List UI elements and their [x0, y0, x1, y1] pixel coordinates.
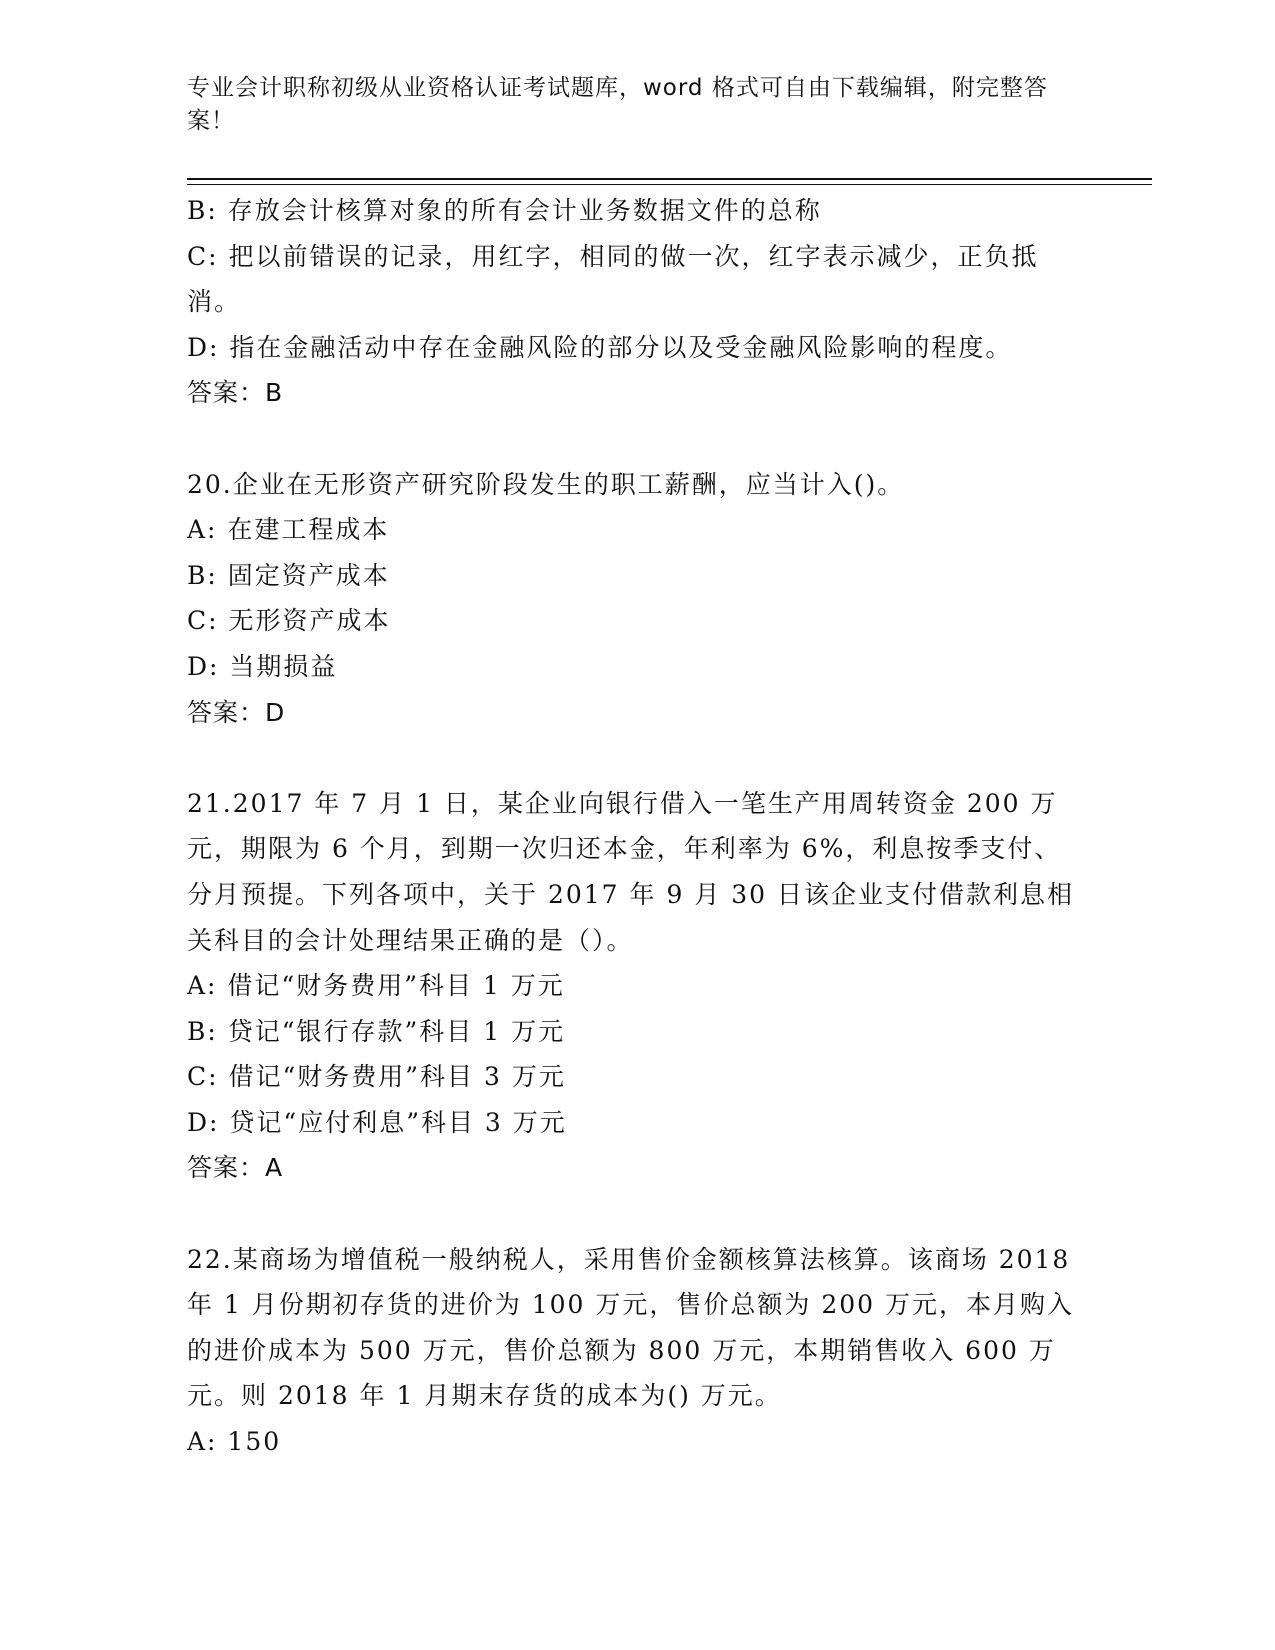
- option-c: C: 把以前错误的记录，用红字，相同的做一次，红字表示减少，正负抵消。: [187, 241, 1039, 317]
- document-header: 专业会计职称初级从业资格认证考试题库，word 格式可自由下载编辑，附完整答案！: [187, 75, 1048, 134]
- option-b: B: 贷记“银行存款”科目 1 万元: [187, 1016, 566, 1046]
- option-a: A: 150: [187, 1427, 282, 1457]
- header-rule-thick: [187, 178, 1152, 180]
- question-stem-20: 20.企业在无形资产研究阶段发生的职工薪酬，应当计入()。: [187, 469, 905, 499]
- option-a: A: 在建工程成本: [187, 515, 390, 545]
- answer: 答案：A: [187, 1153, 284, 1183]
- option-d: D: 指在金融活动中存在金融风险的部分以及受金融风险影响的程度。: [187, 332, 1013, 362]
- option-c: C: 无形资产成本: [187, 606, 391, 636]
- header-rule-thin: [187, 184, 1152, 185]
- answer: 答案：B: [187, 378, 284, 408]
- option-b: B: 固定资产成本: [187, 560, 390, 590]
- option-c: C: 借记“财务费用”科目 3 万元: [187, 1062, 566, 1092]
- question-content: [187, 188, 1087, 1465]
- option-d: D: 当期损益: [187, 651, 338, 681]
- question-stem-21: 21.2017 年 7 月 1 日，某企业向银行借入一笔生产用周转资金 200 万元，期限为 6 个月，到期一次归还本金，年利率为 6%，利息按季支付、分月预提。下列各项中，关于 2017 年 9 月 30 日该企业支付借款利息相关科目的会计处理结果正确的是（）。: [187, 788, 1075, 955]
- question-stem-22: 22.某商场为增值税一般纳税人，采用售价金额核算法核算。该商场 2018 年 1 月份期初存货的进价为 100 万元，售价总额为 200 万元，本月购入的进价成本为 500 万元，售价总额为 800 万元，本期销售收入 600 万元。则 2018 年 1 月期末存货的成本为() 万元。: [187, 1244, 1075, 1411]
- option-b: B: 存放会计核算对象的所有会计业务数据文件的总称: [187, 196, 822, 225]
- answer: 答案：D: [187, 697, 286, 727]
- option-a: A: 借记“财务费用”科目 1 万元: [187, 971, 565, 1001]
- option-d: D: 贷记“应付利息”科目 3 万元: [187, 1107, 567, 1137]
